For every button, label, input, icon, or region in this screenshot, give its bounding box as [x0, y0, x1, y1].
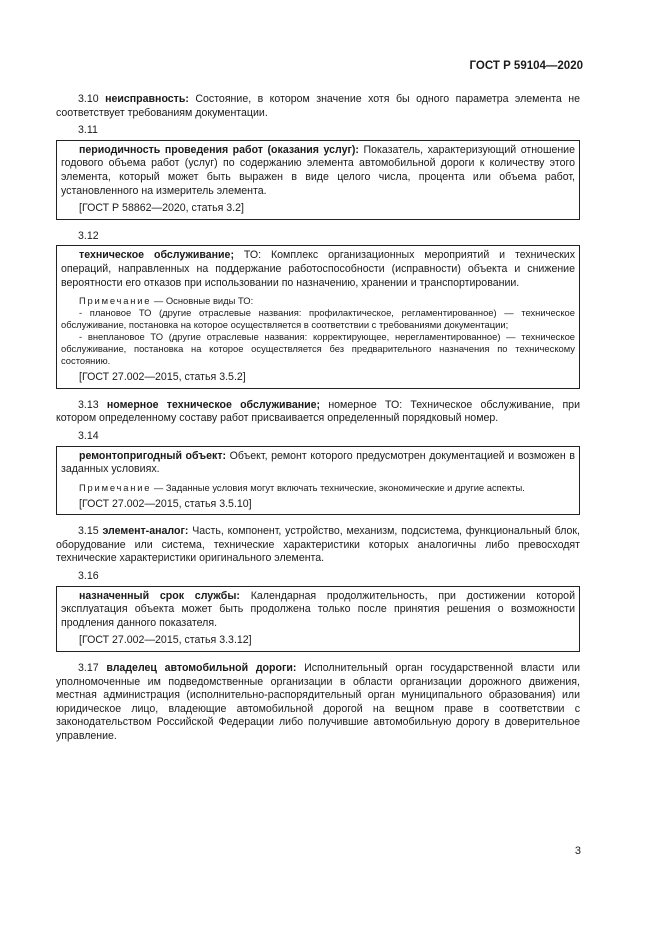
- term-box-3-14: [56, 446, 580, 516]
- term-3-10: [56, 93, 580, 120]
- term-number: 3.14: [78, 429, 99, 442]
- term-box-3-16: [56, 586, 580, 652]
- term-name: неисправность:: [105, 93, 189, 105]
- source-reference: [ГОСТ 27.002—2015, статья 3.5.2]: [79, 371, 246, 384]
- document-body: [56, 93, 580, 744]
- note-item: - плановое ТО (другие отраслевые названия: профилактическое, регламентированное) — техническое обслуживание, постановка на которое осуществляется в соответствии с требованиями документации;: [61, 307, 575, 331]
- term-number: 3.11: [78, 124, 98, 137]
- note-text: — Заданные условия могут включать технические, экономические и другие аспекты.: [153, 481, 525, 493]
- term-name: ремонтопригодный объект:: [79, 449, 227, 462]
- term-name: назначенный срок службы:: [79, 589, 240, 602]
- term-name: элемент-аналог:: [102, 525, 189, 538]
- note-intro: [61, 482, 575, 494]
- term-3-16: [61, 590, 575, 631]
- term-number: 3.12: [78, 229, 99, 242]
- term-number: 3.13: [78, 398, 99, 411]
- term-3-13: [56, 399, 580, 426]
- source-reference: [ГОСТ 27.002—2015, статья 3.3.12]: [79, 634, 252, 647]
- term-number: 3.17: [78, 662, 99, 675]
- note-block: [61, 295, 575, 367]
- term-number: 3.15: [78, 525, 99, 538]
- term-box-3-11: [56, 140, 580, 220]
- term-name: номерное техническое обслуживание;: [106, 398, 321, 411]
- source-reference: [ГОСТ 27.002—2015, статья 3.5.10]: [79, 497, 252, 510]
- term-definition: Объект, ремонт которого предусмотрен документацией и возможен в заданных условиях.: [61, 449, 575, 476]
- term-name: периодичность проведения работ (оказания услуг):: [79, 143, 359, 156]
- term-3-15: [56, 525, 580, 566]
- term-definition: Показатель, характеризующий отношение годового объема работ (услуг) по содержанию элемента автомобильной дороги к количеству этого элемента, который может быть выражен в виде целого числа, процента или объема работ, установленного на измеритель элемента.: [61, 143, 575, 197]
- term-definition: номерное ТО: Техническое обслуживание, при котором определенному составу работ присваивается определенный порядковый номер.: [56, 398, 580, 425]
- term-3-14: [61, 450, 575, 477]
- note-item: - внеплановое ТО (другие отраслевые названия: корректирующее, нерегламентированное) — техническое обслуживание, постановка на которое осуществляется без предварительного назначения по техническому состоянию.: [61, 331, 575, 367]
- term-number: 3.10: [78, 93, 99, 105]
- term-name: техническое обслуживание;: [79, 249, 234, 262]
- source-reference: [ГОСТ Р 58862—2020, статья 3.2]: [79, 202, 244, 215]
- term-3-17: [56, 662, 580, 744]
- term-definition: Исполнительный орган государственной власти или уполномоченные им подведомственные организации в области организации дорожного движения, местная администрация (исполнительно-распорядительный орган муниципального образования) или юридическое лицо, владеющие автомобильной дорогой на вещном праве в соответствии с законодательством Российской Федерации либо получившие автомобильную дорогу в доверительное управление.: [56, 662, 581, 742]
- note-text: — Основные виды ТО:: [153, 295, 254, 307]
- term-definition: Часть, компонент, устройство, механизм, подсистема, функциональный блок, оборудование или система, технические характеристики которых аналогичны либо превосходят технические характеристики оригинального элемента.: [56, 525, 581, 565]
- term-number: 3.16: [78, 570, 99, 583]
- document-header: ГОСТ Р 59104—2020: [469, 60, 583, 72]
- note-label: Примечание: [79, 481, 152, 493]
- term-definition: ТО: Комплекс организационных мероприятий и технических операций, направленных на поддержание работоспособности (исправности) объекта и снижение вероятности его отказов при использовании по назначению, хранении и транспортировании.: [61, 249, 575, 289]
- note-label: Примечание: [79, 295, 152, 307]
- term-definition: Календарная продолжительность, при достижении которой эксплуатация объекта может быть продолжена только после принятия решения о возможности продления данного показателя.: [61, 589, 575, 629]
- term-3-11: [61, 144, 575, 198]
- term-3-12: [61, 249, 575, 290]
- page-number: 3: [574, 845, 581, 857]
- term-name: владелец автомобильной дороги:: [106, 662, 297, 675]
- note-intro: [61, 295, 575, 307]
- term-box-3-12: [56, 245, 580, 388]
- note-block: [61, 482, 575, 494]
- term-definition: Состояние, в котором значение хотя бы одного параметра элемента не соответствует требованиям документации.: [56, 93, 581, 119]
